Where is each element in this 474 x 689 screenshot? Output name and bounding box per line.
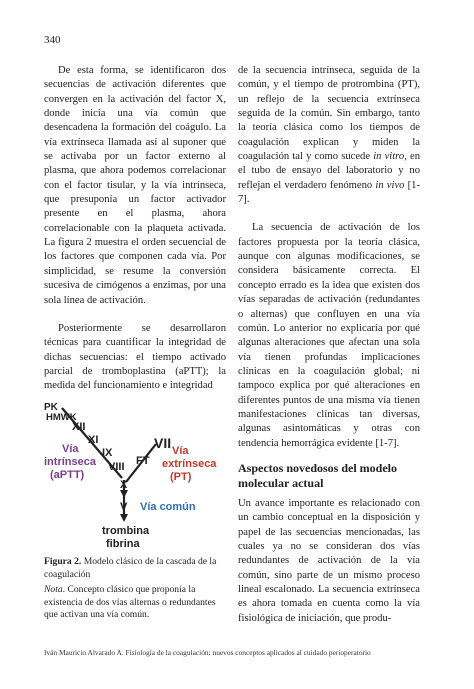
intrinsic-label-3: (aPTT) (50, 469, 85, 481)
common-pathway-label: Vía común (140, 501, 196, 513)
fibrina-label: fibrina (106, 538, 140, 550)
factor-xi: XI (88, 434, 99, 446)
page-footer: Iván Mauricio Alvarado A. Fisiología de la coagulación: nuevos conceptos aplicados al cuidado perioperatorio (44, 648, 371, 657)
factor-viii: VIII (108, 461, 125, 473)
caption-nota-label: Nota (44, 584, 63, 596)
continuation-text-b: , en el tubo de ensayo del laboratorio y no reflejan el verdadero fenómeno (238, 151, 421, 191)
intrinsic-label-1: Vía (62, 443, 79, 455)
paragraph-tests: Posteriormente se desarrollaron técnicas para cuantificar la integridad de dichas secuencias: el tiempo activado parcial de tromboplastina (aPTT); la medida del funcionamiento e integridad (44, 322, 226, 392)
factor-x: X (120, 479, 128, 491)
paragraph-intro: De esta forma, se identificaron dos secuencias de activación diferentes que convergen en la activación del factor X, donde inicia una vía común que desencadena la formación del coágulo. La vía extrínseca llamada así al suponer que se activaba por un factor externo al plasma, que ahora podemos correlacionar con el factor tisular, y la vía intrínseca, que presuponía un factor activador presente en el plasma, ahora correlacionable con la plaqueta activada. La figura 2 muestra el orden secuencial de los factores que componen cada vía. Por simplicidad, se resume la conversión sucesiva de cimógenos a enzimas, por una sola línea de activación. (44, 65, 226, 306)
factor-xii: XII (72, 421, 86, 433)
cascade-diagram (44, 400, 226, 550)
factor-ix: IX (102, 447, 113, 459)
caption-label: Figura 2. (44, 556, 82, 567)
factor-pk: PK (44, 402, 58, 413)
in-vivo-term: in vivo (375, 179, 405, 191)
arrow-head-x (120, 490, 128, 498)
extrinsic-label-3: (PT) (170, 471, 192, 483)
factor-ft: FT (136, 455, 150, 467)
section-heading: Aspectos novedosos del modelo molecular actual (238, 460, 398, 490)
factor-vii: VII (154, 435, 172, 451)
continuation-text-a: de la secuencia intrínseca, seguida de la común, y el tiempo de protrombina (PT), un reflejo de la secuencia extrínseca seguida de la común. Sin embargo, tanto la teoría clásica como los tiempos de coagulación explican y miden la coagulación tal y como sucede (238, 65, 420, 163)
factor-v: V (120, 501, 128, 513)
caption-title: Modelo clásico de la cascada de la coagulación (44, 556, 217, 580)
figure-caption (44, 556, 226, 622)
coagulation-cascade-figure (44, 400, 226, 550)
trombina-label: trombina (102, 525, 150, 537)
right-column (238, 64, 420, 626)
extrinsic-label-1: Vía (172, 445, 189, 457)
page-number: 340 (44, 34, 61, 46)
intrinsic-label-2: intrínseca (44, 456, 96, 468)
factor-hmwk: HMWK (46, 412, 77, 423)
paragraph-new-model: Un avance importante es relacionado con un cambio conceptual en la disposición y papel de las secuencias mencionadas, las cuales ya no se consideran dos vías redundantes de activación de la vía común, sino parte de un mismo proceso lineal escalonado. La secuencia extrínseca es ahora tomada en cuenta como la vía fisiológica de iniciación, que produ- (238, 497, 420, 624)
arrow-head-trombina (120, 514, 128, 522)
in-vitro-term: in vitro (373, 151, 405, 163)
paragraph-continuation (238, 64, 420, 207)
caption-nota-text: . Concepto clásico que proponía la existencia de dos vías alternas o redundantes que activan una vía común. (44, 584, 216, 621)
paragraph-classic-theory: La secuencia de activación de los factores propuesta por la teoría clásica, aunque con algunas modificaciones, se considera básicamente correcta. El concepto errado es la idea que existen dos vías separadas de activación (redundantes o alternas) que confluyen en una vía común. Lo anterior no explicaría por qué algunas alteraciones que afectan una sola vía tienen profundas implicaciones clínicas en la coagulación global; ni tampoco explica por qué alteraciones en diferentes puntos de una misma vía tienen manifestaciones clínicas tan diversas, algunas asintomáticas y otras con tendencia hemorrágica evidente [1-7]. (238, 222, 420, 449)
left-column (44, 64, 226, 394)
continuation-text-c: [1-7]. (238, 179, 420, 206)
extrinsic-label-2: extrínseca (162, 458, 217, 470)
